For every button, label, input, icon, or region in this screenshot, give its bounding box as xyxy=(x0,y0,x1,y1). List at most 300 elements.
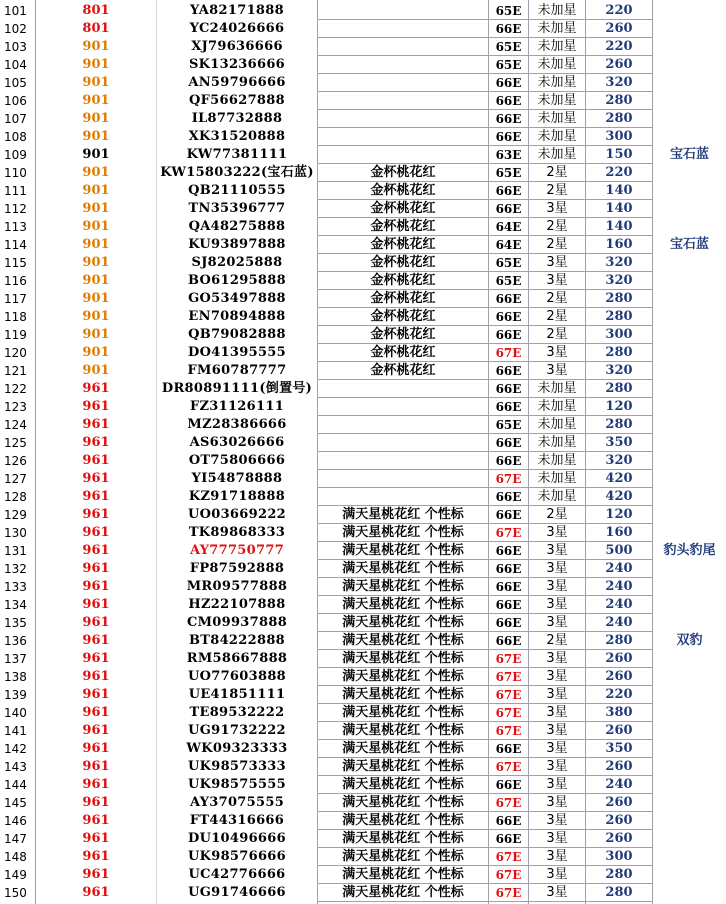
serial-number-cell[interactable]: EN70894888 xyxy=(188,309,286,324)
prefix-cell[interactable]: 901 xyxy=(82,57,110,72)
serial-number-cell[interactable]: HZ22107888 xyxy=(188,597,286,612)
row-number-cell[interactable]: 131 xyxy=(4,544,27,558)
row-number-cell[interactable]: 112 xyxy=(4,202,27,216)
note-cell[interactable] xyxy=(653,74,726,92)
prefix-cell[interactable]: 961 xyxy=(82,435,110,450)
row-number-cell[interactable]: 114 xyxy=(4,238,27,252)
note-cell[interactable] xyxy=(653,668,726,686)
row-number-cell[interactable]: 141 xyxy=(4,724,27,738)
price-cell[interactable]: 150 xyxy=(605,147,633,162)
serial-number-cell[interactable]: QB79082888 xyxy=(188,327,286,342)
star-rating-cell[interactable]: 未加星 xyxy=(537,57,577,72)
prefix-cell[interactable]: 961 xyxy=(82,795,110,810)
note-cell[interactable] xyxy=(653,434,726,452)
size-cell[interactable]: 66E xyxy=(495,544,522,558)
size-cell[interactable]: 65E xyxy=(495,166,522,180)
price-cell[interactable]: 220 xyxy=(605,3,633,18)
prefix-cell[interactable]: 901 xyxy=(82,363,110,378)
price-cell[interactable]: 160 xyxy=(605,237,633,252)
price-cell[interactable]: 260 xyxy=(605,759,633,774)
description-cell[interactable]: 金杯桃花红 xyxy=(370,345,436,360)
serial-number-cell[interactable]: UG91746666 xyxy=(188,885,286,900)
price-cell[interactable]: 320 xyxy=(605,363,633,378)
star-rating-cell[interactable]: 未加星 xyxy=(537,3,577,18)
description-cell[interactable]: 金杯桃花红 xyxy=(370,183,436,198)
price-cell[interactable]: 260 xyxy=(605,57,633,72)
prefix-cell[interactable]: 901 xyxy=(82,219,110,234)
size-cell[interactable]: 65E xyxy=(495,40,522,54)
star-rating-cell[interactable]: 未加星 xyxy=(537,111,577,126)
note-cell[interactable] xyxy=(653,92,726,110)
size-cell[interactable]: 67E xyxy=(495,760,522,774)
price-cell[interactable]: 280 xyxy=(605,381,633,396)
description-cell[interactable]: 满天星桃花红 个性标 xyxy=(342,849,464,864)
prefix-cell[interactable]: 961 xyxy=(82,507,110,522)
serial-number-cell[interactable]: KZ91718888 xyxy=(188,489,286,504)
size-cell[interactable]: 66E xyxy=(495,328,522,342)
note-cell[interactable] xyxy=(653,812,726,830)
price-cell[interactable]: 420 xyxy=(605,489,633,504)
row-number-cell[interactable]: 139 xyxy=(4,688,27,702)
size-cell[interactable]: 66E xyxy=(495,454,522,468)
prefix-cell[interactable]: 961 xyxy=(82,831,110,846)
description-cell[interactable]: 满天星桃花红 个性标 xyxy=(342,759,464,774)
star-rating-cell[interactable]: 未加星 xyxy=(537,75,577,90)
size-cell[interactable]: 66E xyxy=(495,814,522,828)
description-cell[interactable]: 满天星桃花红 个性标 xyxy=(342,867,464,882)
row-number-cell[interactable]: 145 xyxy=(4,796,27,810)
serial-number-cell[interactable]: DR80891111(倒置号) xyxy=(161,381,313,396)
prefix-cell[interactable]: 901 xyxy=(82,75,110,90)
size-cell[interactable]: 65E xyxy=(495,4,522,18)
description-cell[interactable] xyxy=(318,488,488,506)
description-cell[interactable]: 满天星桃花红 个性标 xyxy=(342,615,464,630)
row-number-cell[interactable]: 122 xyxy=(4,382,27,396)
serial-number-cell[interactable]: FZ31126111 xyxy=(189,399,285,414)
row-number-cell[interactable]: 109 xyxy=(4,148,27,162)
prefix-cell[interactable]: 901 xyxy=(82,255,110,270)
star-rating-cell[interactable]: 2星 xyxy=(546,165,568,180)
row-number-cell[interactable]: 118 xyxy=(4,310,27,324)
row-number-cell[interactable]: 128 xyxy=(4,490,27,504)
star-rating-cell[interactable]: 3星 xyxy=(546,273,568,288)
note-cell[interactable] xyxy=(653,128,726,146)
star-rating-cell[interactable]: 2星 xyxy=(546,633,568,648)
note-cell[interactable] xyxy=(653,344,726,362)
star-rating-cell[interactable]: 未加星 xyxy=(537,417,577,432)
description-cell[interactable] xyxy=(318,398,488,416)
note-cell[interactable] xyxy=(653,218,726,236)
star-rating-cell[interactable]: 3星 xyxy=(546,525,568,540)
description-cell[interactable] xyxy=(318,38,488,56)
description-cell[interactable]: 金杯桃花红 xyxy=(370,237,436,252)
row-number-cell[interactable]: 107 xyxy=(4,112,27,126)
star-rating-cell[interactable]: 3星 xyxy=(546,777,568,792)
row-number-cell[interactable]: 119 xyxy=(4,328,27,342)
price-cell[interactable]: 300 xyxy=(605,327,633,342)
prefix-cell[interactable]: 961 xyxy=(82,453,110,468)
row-number-cell[interactable]: 137 xyxy=(4,652,27,666)
row-number-cell[interactable]: 113 xyxy=(4,220,27,234)
price-cell[interactable]: 160 xyxy=(605,525,633,540)
star-rating-cell[interactable]: 未加星 xyxy=(537,399,577,414)
serial-number-cell[interactable]: QF56627888 xyxy=(189,93,285,108)
prefix-cell[interactable]: 961 xyxy=(82,561,110,576)
row-number-cell[interactable]: 133 xyxy=(4,580,27,594)
note-cell[interactable] xyxy=(653,362,726,380)
star-rating-cell[interactable]: 3星 xyxy=(546,345,568,360)
size-cell[interactable]: 66E xyxy=(495,562,522,576)
row-number-cell[interactable]: 105 xyxy=(4,76,27,90)
serial-number-cell[interactable]: AN59796666 xyxy=(188,75,286,90)
star-rating-cell[interactable]: 3星 xyxy=(546,669,568,684)
description-cell[interactable]: 金杯桃花红 xyxy=(370,201,436,216)
prefix-cell[interactable]: 961 xyxy=(82,417,110,432)
star-rating-cell[interactable]: 未加星 xyxy=(537,129,577,144)
star-rating-cell[interactable]: 3星 xyxy=(546,363,568,378)
note-cell[interactable] xyxy=(653,164,726,182)
price-cell[interactable]: 220 xyxy=(605,39,633,54)
note-cell[interactable] xyxy=(653,452,726,470)
note-cell[interactable] xyxy=(653,506,726,524)
serial-number-cell[interactable]: XK31520888 xyxy=(188,129,286,144)
size-cell[interactable]: 66E xyxy=(495,580,522,594)
row-number-cell[interactable]: 126 xyxy=(4,454,27,468)
serial-number-cell[interactable]: UO77603888 xyxy=(187,669,287,684)
prefix-cell[interactable]: 961 xyxy=(82,723,110,738)
description-cell[interactable]: 满天星桃花红 个性标 xyxy=(342,777,464,792)
row-number-cell[interactable]: 140 xyxy=(4,706,27,720)
description-cell[interactable]: 满天星桃花红 个性标 xyxy=(342,723,464,738)
size-cell[interactable]: 65E xyxy=(495,256,522,270)
description-cell[interactable] xyxy=(318,74,488,92)
description-cell[interactable] xyxy=(318,452,488,470)
note-cell[interactable]: 豹头豹尾 xyxy=(663,543,716,558)
row-number-cell[interactable]: 108 xyxy=(4,130,27,144)
note-cell[interactable] xyxy=(653,200,726,218)
note-cell[interactable]: 双豹 xyxy=(676,633,703,648)
star-rating-cell[interactable]: 3星 xyxy=(546,561,568,576)
size-cell[interactable]: 67E xyxy=(495,652,522,666)
size-cell[interactable]: 66E xyxy=(495,130,522,144)
serial-number-cell[interactable]: DU10496666 xyxy=(188,831,286,846)
serial-number-cell[interactable]: UC42776666 xyxy=(188,867,286,882)
size-cell[interactable]: 65E xyxy=(495,274,522,288)
price-cell[interactable]: 140 xyxy=(605,219,633,234)
note-cell[interactable] xyxy=(653,488,726,506)
size-cell[interactable]: 66E xyxy=(495,94,522,108)
description-cell[interactable]: 满天星桃花红 个性标 xyxy=(342,597,464,612)
prefix-cell[interactable]: 901 xyxy=(82,147,110,162)
price-cell[interactable]: 320 xyxy=(605,75,633,90)
serial-number-cell[interactable]: TE89532222 xyxy=(189,705,285,720)
price-cell[interactable]: 260 xyxy=(605,651,633,666)
description-cell[interactable] xyxy=(318,128,488,146)
size-cell[interactable]: 66E xyxy=(495,22,522,36)
note-cell[interactable] xyxy=(653,56,726,74)
note-cell[interactable] xyxy=(653,20,726,38)
row-number-cell[interactable]: 127 xyxy=(4,472,27,486)
serial-number-cell[interactable]: TN35396777 xyxy=(188,201,286,216)
prefix-cell[interactable]: 961 xyxy=(82,633,110,648)
serial-number-cell[interactable]: MZ28386666 xyxy=(187,417,287,432)
star-rating-cell[interactable]: 未加星 xyxy=(537,39,577,54)
prefix-cell[interactable]: 961 xyxy=(82,885,110,900)
description-cell[interactable]: 金杯桃花红 xyxy=(370,273,436,288)
note-cell[interactable]: 宝石蓝 xyxy=(669,237,709,252)
serial-number-cell[interactable]: AY37075555 xyxy=(189,795,285,810)
size-cell[interactable]: 67E xyxy=(495,850,522,864)
star-rating-cell[interactable]: 2星 xyxy=(546,183,568,198)
row-number-cell[interactable]: 120 xyxy=(4,346,27,360)
description-cell[interactable]: 满天星桃花红 个性标 xyxy=(342,579,464,594)
description-cell[interactable]: 金杯桃花红 xyxy=(370,165,436,180)
note-cell[interactable] xyxy=(653,650,726,668)
star-rating-cell[interactable]: 3星 xyxy=(546,741,568,756)
row-number-cell[interactable]: 136 xyxy=(4,634,27,648)
note-cell[interactable] xyxy=(653,308,726,326)
note-cell[interactable] xyxy=(653,182,726,200)
star-rating-cell[interactable]: 3星 xyxy=(546,759,568,774)
price-cell[interactable]: 320 xyxy=(605,273,633,288)
row-number-cell[interactable]: 123 xyxy=(4,400,27,414)
description-cell[interactable] xyxy=(318,416,488,434)
size-cell[interactable]: 66E xyxy=(495,292,522,306)
prefix-cell[interactable]: 901 xyxy=(82,39,110,54)
price-cell[interactable]: 350 xyxy=(605,435,633,450)
description-cell[interactable]: 满天星桃花红 个性标 xyxy=(342,669,464,684)
note-cell[interactable] xyxy=(653,416,726,434)
prefix-cell[interactable]: 801 xyxy=(82,21,110,36)
prefix-cell[interactable]: 961 xyxy=(82,525,110,540)
note-cell[interactable] xyxy=(653,326,726,344)
size-cell[interactable]: 66E xyxy=(495,742,522,756)
description-cell[interactable] xyxy=(318,146,488,164)
star-rating-cell[interactable]: 3星 xyxy=(546,687,568,702)
description-cell[interactable] xyxy=(318,470,488,488)
star-rating-cell[interactable]: 未加星 xyxy=(537,471,577,486)
description-cell[interactable] xyxy=(318,92,488,110)
price-cell[interactable]: 280 xyxy=(605,291,633,306)
serial-number-cell[interactable]: BO61295888 xyxy=(188,273,286,288)
note-cell[interactable] xyxy=(653,740,726,758)
note-cell[interactable]: 宝石蓝 xyxy=(669,147,709,162)
note-cell[interactable] xyxy=(653,560,726,578)
size-cell[interactable]: 67E xyxy=(495,346,522,360)
price-cell[interactable]: 220 xyxy=(605,687,633,702)
star-rating-cell[interactable]: 未加星 xyxy=(537,381,577,396)
prefix-cell[interactable]: 961 xyxy=(82,597,110,612)
note-cell[interactable] xyxy=(653,470,726,488)
star-rating-cell[interactable]: 3星 xyxy=(546,201,568,216)
row-number-cell[interactable]: 124 xyxy=(4,418,27,432)
size-cell[interactable]: 66E xyxy=(495,76,522,90)
price-cell[interactable]: 220 xyxy=(605,165,633,180)
serial-number-cell[interactable]: WK09323333 xyxy=(186,741,288,756)
note-cell[interactable] xyxy=(653,614,726,632)
prefix-cell[interactable]: 901 xyxy=(82,309,110,324)
serial-number-cell[interactable]: GO53497888 xyxy=(188,291,286,306)
serial-number-cell[interactable]: SJ82025888 xyxy=(191,255,283,270)
row-number-cell[interactable]: 101 xyxy=(4,4,27,18)
price-cell[interactable]: 140 xyxy=(605,183,633,198)
note-cell[interactable] xyxy=(653,722,726,740)
star-rating-cell[interactable]: 2星 xyxy=(546,309,568,324)
size-cell[interactable]: 66E xyxy=(495,364,522,378)
description-cell[interactable]: 满天星桃花红 个性标 xyxy=(342,795,464,810)
price-cell[interactable]: 240 xyxy=(605,579,633,594)
serial-number-cell[interactable]: MR09577888 xyxy=(186,579,288,594)
note-cell[interactable] xyxy=(653,380,726,398)
prefix-cell[interactable]: 901 xyxy=(82,165,110,180)
price-cell[interactable]: 260 xyxy=(605,723,633,738)
prefix-cell[interactable]: 961 xyxy=(82,579,110,594)
row-number-cell[interactable]: 129 xyxy=(4,508,27,522)
description-cell[interactable] xyxy=(318,2,488,20)
row-number-cell[interactable]: 111 xyxy=(4,184,27,198)
row-number-cell[interactable]: 117 xyxy=(4,292,27,306)
star-rating-cell[interactable]: 2星 xyxy=(546,291,568,306)
prefix-cell[interactable]: 901 xyxy=(82,237,110,252)
serial-number-cell[interactable]: UO03669222 xyxy=(187,507,287,522)
price-cell[interactable]: 240 xyxy=(605,615,633,630)
star-rating-cell[interactable]: 2星 xyxy=(546,219,568,234)
star-rating-cell[interactable]: 3星 xyxy=(546,255,568,270)
serial-number-cell[interactable]: OT75806666 xyxy=(188,453,286,468)
prefix-cell[interactable]: 801 xyxy=(82,3,110,18)
size-cell[interactable]: 64E xyxy=(495,220,522,234)
description-cell[interactable]: 满天星桃花红 个性标 xyxy=(342,741,464,756)
description-cell[interactable] xyxy=(318,110,488,128)
prefix-cell[interactable]: 961 xyxy=(82,777,110,792)
serial-number-cell[interactable]: FT44316666 xyxy=(189,813,285,828)
description-cell[interactable] xyxy=(318,56,488,74)
prefix-cell[interactable]: 961 xyxy=(82,705,110,720)
note-cell[interactable] xyxy=(653,866,726,884)
serial-number-cell[interactable]: AS63026666 xyxy=(189,435,285,450)
prefix-cell[interactable]: 961 xyxy=(82,381,110,396)
note-cell[interactable] xyxy=(653,110,726,128)
star-rating-cell[interactable]: 未加星 xyxy=(537,489,577,504)
prefix-cell[interactable]: 961 xyxy=(82,543,110,558)
serial-number-cell[interactable]: FP87592888 xyxy=(189,561,285,576)
note-cell[interactable] xyxy=(653,794,726,812)
size-cell[interactable]: 66E xyxy=(495,634,522,648)
row-number-cell[interactable]: 132 xyxy=(4,562,27,576)
prefix-cell[interactable]: 961 xyxy=(82,669,110,684)
star-rating-cell[interactable]: 3星 xyxy=(546,831,568,846)
description-cell[interactable]: 满天星桃花红 个性标 xyxy=(342,633,464,648)
size-cell[interactable]: 66E xyxy=(495,400,522,414)
serial-number-cell[interactable]: UK98573333 xyxy=(188,759,286,774)
size-cell[interactable]: 67E xyxy=(495,526,522,540)
size-cell[interactable]: 64E xyxy=(495,238,522,252)
price-cell[interactable]: 280 xyxy=(605,633,633,648)
row-number-cell[interactable]: 148 xyxy=(4,850,27,864)
row-number-cell[interactable]: 125 xyxy=(4,436,27,450)
serial-number-cell[interactable]: RM58667888 xyxy=(186,651,288,666)
description-cell[interactable]: 金杯桃花红 xyxy=(370,291,436,306)
note-cell[interactable] xyxy=(653,524,726,542)
serial-number-cell[interactable]: QA48275888 xyxy=(188,219,286,234)
row-number-cell[interactable]: 144 xyxy=(4,778,27,792)
size-cell[interactable]: 66E xyxy=(495,490,522,504)
prefix-cell[interactable]: 961 xyxy=(82,867,110,882)
star-rating-cell[interactable]: 3星 xyxy=(546,885,568,900)
row-number-cell[interactable]: 143 xyxy=(4,760,27,774)
price-cell[interactable]: 280 xyxy=(605,417,633,432)
size-cell[interactable]: 65E xyxy=(495,58,522,72)
serial-number-cell[interactable]: YI54878888 xyxy=(191,471,283,486)
description-cell[interactable]: 满天星桃花红 个性标 xyxy=(342,525,464,540)
note-cell[interactable] xyxy=(653,38,726,56)
size-cell[interactable]: 66E xyxy=(495,778,522,792)
serial-number-cell[interactable]: YC24026666 xyxy=(189,21,285,36)
serial-number-cell[interactable]: UK98576666 xyxy=(188,849,286,864)
serial-number-cell[interactable]: KW15803222(宝石蓝) xyxy=(160,165,314,180)
prefix-cell[interactable]: 961 xyxy=(82,813,110,828)
size-cell[interactable]: 63E xyxy=(495,148,522,162)
size-cell[interactable]: 67E xyxy=(495,472,522,486)
price-cell[interactable]: 380 xyxy=(605,705,633,720)
serial-number-cell[interactable]: FM60787777 xyxy=(187,363,287,378)
star-rating-cell[interactable]: 未加星 xyxy=(537,147,577,162)
description-cell[interactable]: 满天星桃花红 个性标 xyxy=(342,687,464,702)
star-rating-cell[interactable]: 3星 xyxy=(546,615,568,630)
serial-number-cell[interactable]: BT84222888 xyxy=(188,633,286,648)
star-rating-cell[interactable]: 3星 xyxy=(546,723,568,738)
prefix-cell[interactable]: 961 xyxy=(82,471,110,486)
price-cell[interactable]: 280 xyxy=(605,867,633,882)
serial-number-cell[interactable]: QB21110555 xyxy=(188,183,286,198)
row-number-cell[interactable]: 134 xyxy=(4,598,27,612)
star-rating-cell[interactable]: 未加星 xyxy=(537,93,577,108)
prefix-cell[interactable]: 901 xyxy=(82,129,110,144)
price-cell[interactable]: 240 xyxy=(605,561,633,576)
row-number-cell[interactable]: 115 xyxy=(4,256,27,270)
star-rating-cell[interactable]: 2星 xyxy=(546,507,568,522)
prefix-cell[interactable]: 961 xyxy=(82,741,110,756)
description-cell[interactable]: 金杯桃花红 xyxy=(370,255,436,270)
price-cell[interactable]: 260 xyxy=(605,21,633,36)
note-cell[interactable] xyxy=(653,686,726,704)
description-cell[interactable]: 满天星桃花红 个性标 xyxy=(342,561,464,576)
size-cell[interactable]: 66E xyxy=(495,382,522,396)
price-cell[interactable]: 260 xyxy=(605,831,633,846)
prefix-cell[interactable]: 961 xyxy=(82,849,110,864)
note-cell[interactable] xyxy=(653,398,726,416)
size-cell[interactable]: 67E xyxy=(495,796,522,810)
price-cell[interactable]: 240 xyxy=(605,777,633,792)
size-cell[interactable]: 66E xyxy=(495,832,522,846)
star-rating-cell[interactable]: 3星 xyxy=(546,813,568,828)
prefix-cell[interactable]: 901 xyxy=(82,201,110,216)
star-rating-cell[interactable]: 3星 xyxy=(546,579,568,594)
price-cell[interactable]: 120 xyxy=(605,399,633,414)
description-cell[interactable] xyxy=(318,434,488,452)
row-number-cell[interactable]: 106 xyxy=(4,94,27,108)
row-number-cell[interactable]: 116 xyxy=(4,274,27,288)
star-rating-cell[interactable]: 3星 xyxy=(546,651,568,666)
description-cell[interactable]: 金杯桃花红 xyxy=(370,219,436,234)
size-cell[interactable]: 67E xyxy=(495,670,522,684)
price-cell[interactable]: 240 xyxy=(605,597,633,612)
note-cell[interactable] xyxy=(653,758,726,776)
price-cell[interactable]: 320 xyxy=(605,453,633,468)
star-rating-cell[interactable]: 3星 xyxy=(546,849,568,864)
serial-number-cell[interactable]: AY77750777 xyxy=(189,543,285,558)
serial-number-cell[interactable]: SK13236666 xyxy=(188,57,286,72)
